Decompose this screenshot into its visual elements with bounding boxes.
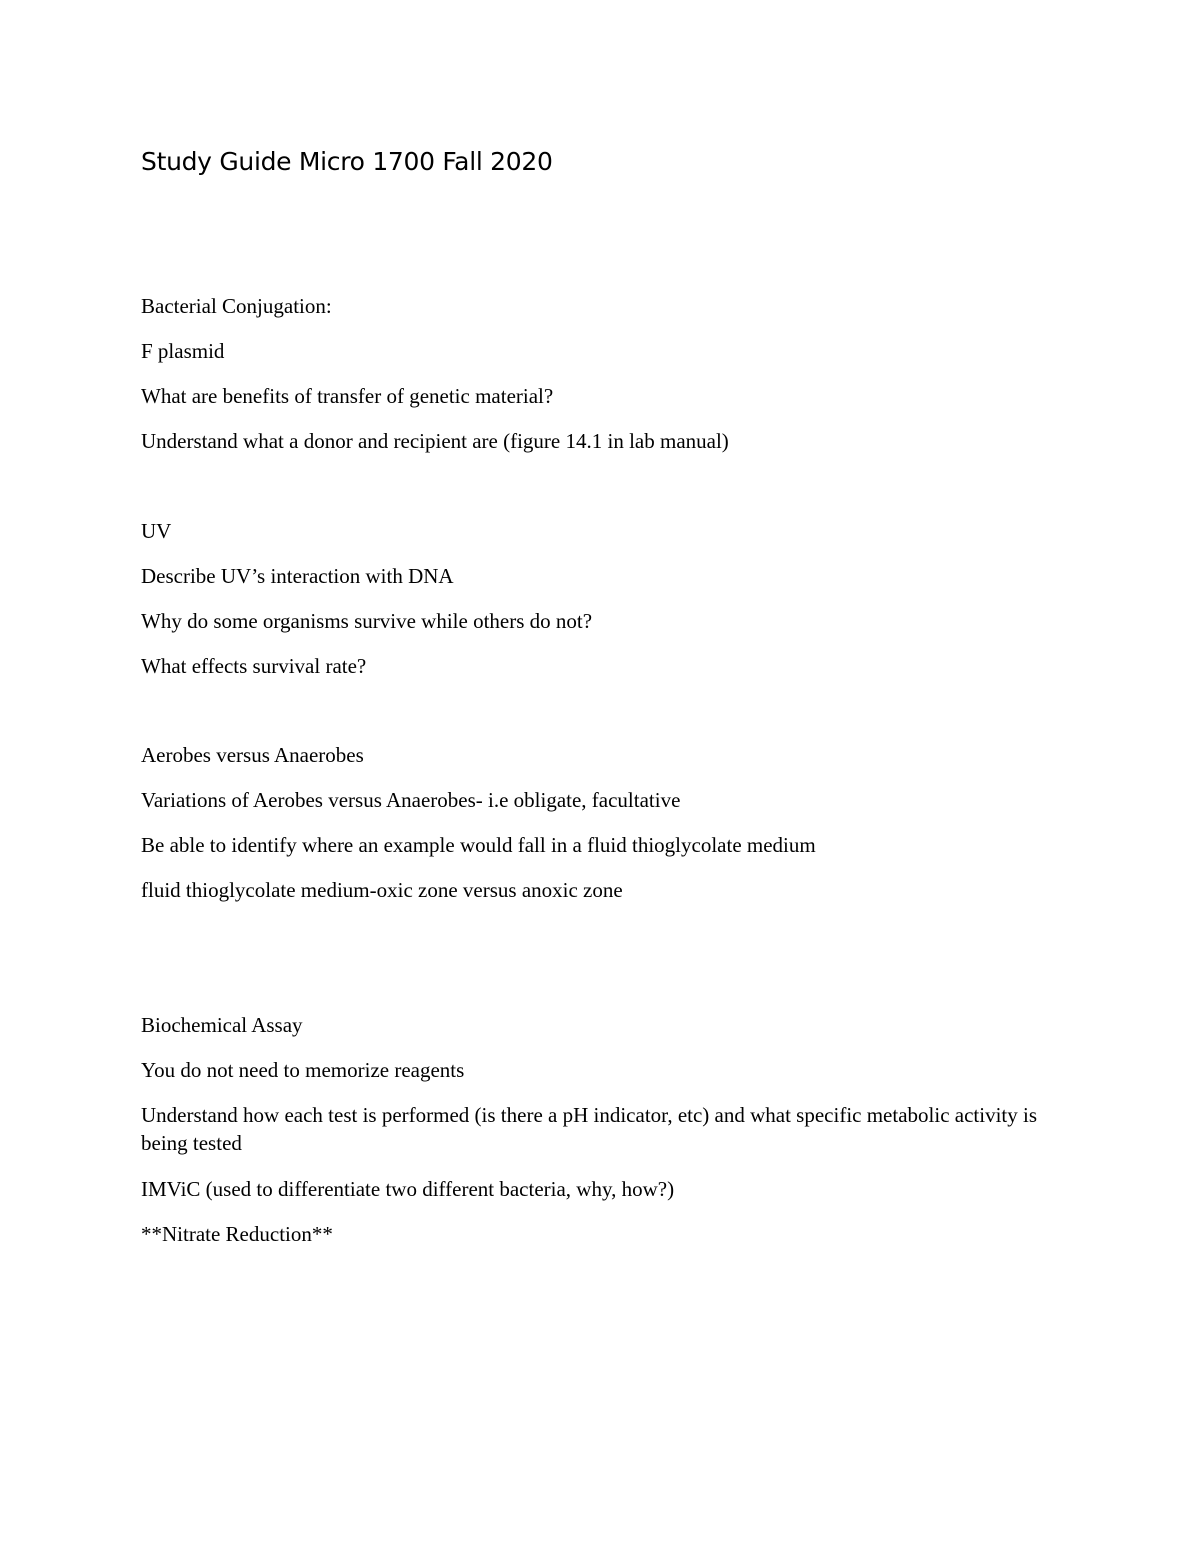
list-item: IMViC (used to differentiate two different bacteria, why, how?)	[141, 1177, 675, 1201]
list-item: What effects survival rate?	[141, 654, 367, 678]
list-item: Understand how each test is performed (is there a pH indicator, etc) and what specific metabolic activity is being tested	[141, 1103, 1038, 1155]
list-item: F plasmid	[141, 339, 225, 363]
section-heading-uv: UV	[141, 519, 172, 543]
list-item: Describe UV’s interaction with DNA	[141, 564, 454, 588]
section-heading-biochemical-assay: Biochemical Assay	[141, 1013, 303, 1037]
list-item: What are benefits of transfer of genetic material?	[141, 384, 554, 408]
list-item: **Nitrate Reduction**	[141, 1222, 333, 1246]
section-heading-aerobes-anaerobes: Aerobes versus Anaerobes	[141, 743, 364, 767]
list-item: fluid thioglycolate medium-oxic zone versus anoxic zone	[141, 878, 623, 902]
list-item: Why do some organisms survive while others do not?	[141, 609, 593, 633]
list-item: Be able to identify where an example would fall in a fluid thioglycolate medium	[141, 833, 816, 857]
section-heading-bacterial-conjugation: Bacterial Conjugation:	[141, 294, 332, 318]
list-item: You do not need to memorize reagents	[141, 1058, 465, 1082]
document-title: Study Guide Micro 1700 Fall 2020	[141, 147, 553, 176]
list-item: Variations of Aerobes versus Anaerobes- i.e obligate, facultative	[141, 788, 681, 812]
list-item: Understand what a donor and recipient are (figure 14.1 in lab manual)	[141, 429, 729, 453]
